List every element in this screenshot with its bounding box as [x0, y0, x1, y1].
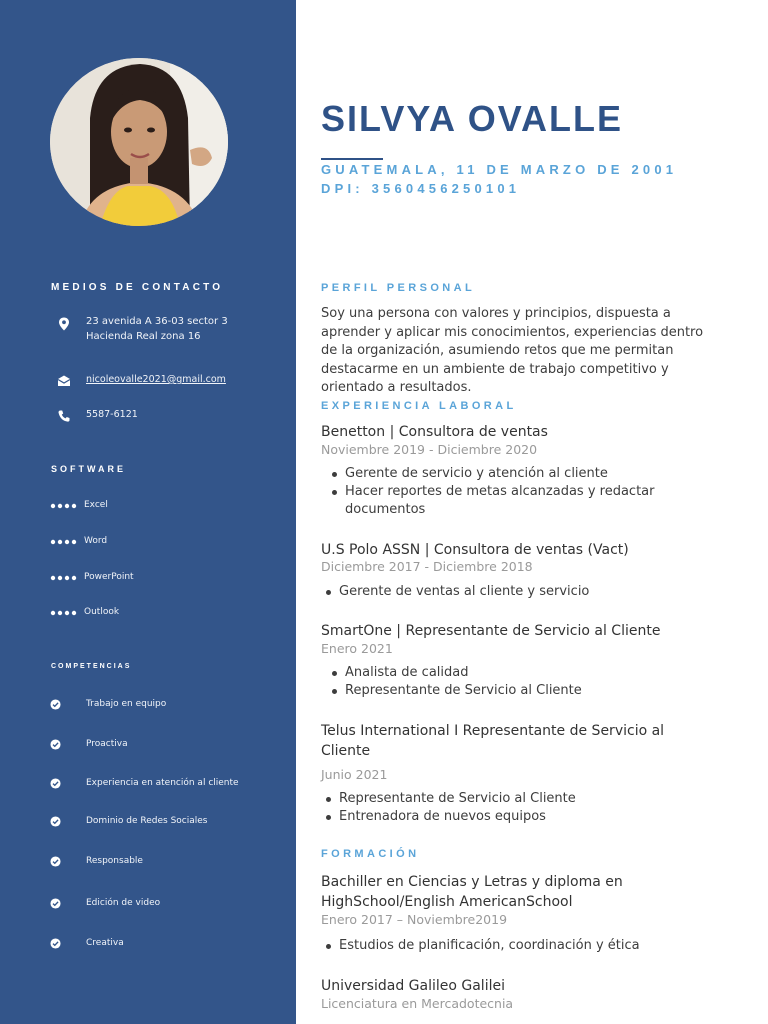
software-label: PowerPoint [84, 572, 134, 582]
competencia-label: Responsable [86, 856, 143, 866]
birth-info: GUATEMALA, 11 DE MARZO DE 2001 [321, 162, 678, 177]
dpi-info: DPI: 3560456250101 [321, 181, 521, 196]
job-date: Junio 2021 [321, 767, 388, 782]
rating-dots-icon [50, 574, 78, 582]
check-circle-icon [50, 816, 61, 827]
address-line-1: 23 avenida A 36-03 sector 3 [86, 316, 228, 327]
education-bullets [325, 937, 705, 955]
job-title: U.S Polo ASSN | Consultora de ventas (Vact) [321, 542, 629, 558]
check-circle-icon [50, 778, 61, 789]
list-item: Estudios de planificación, coordinación y ética [325, 937, 705, 955]
check-circle-icon [50, 938, 61, 949]
education-degree: Licenciatura en Mercadotecnia [321, 996, 514, 1011]
profile-photo-illustration [50, 58, 228, 226]
job-bullets [325, 583, 695, 601]
competencia-label: Proactiva [86, 739, 128, 749]
competencia-label: Edición de video [86, 898, 161, 908]
list-item: Hacer reportes de metas alcanzadas y redactar documentos [331, 483, 701, 519]
list-item: Representante de Servicio al Cliente [325, 790, 695, 808]
location-pin-icon [57, 316, 71, 330]
job-title: Telus International I Representante de Servicio al Cliente [321, 723, 665, 759]
job-title: Benetton | Consultora de ventas [321, 424, 548, 440]
competencia-label: Dominio de Redes Sociales [86, 816, 208, 826]
software-label: Word [84, 536, 108, 546]
competencia-label: Creativa [86, 938, 124, 948]
name-underline [321, 158, 383, 160]
software-label: Outlook [84, 607, 120, 617]
list-item: Analista de calidad [331, 664, 701, 682]
profile-heading: PERFIL PERSONAL [321, 282, 476, 294]
list-item: Gerente de ventas al cliente y servicio [325, 583, 695, 601]
education-title: Bachiller en Ciencias y Letras y diploma en HighSchool/English AmericanSchool [321, 874, 623, 910]
education-heading: FORMACIÓN [321, 848, 420, 860]
profile-text: Soy una persona con valores y principios, dispuesta a aprender y aplicar mis conocimientos, experiencias dentro de la organización, asumiendo retos que me permitan destacarme en un ambiente de trabajo competitivo y orientado a resultados. [321, 306, 704, 395]
list-item: Representante de Servicio al Cliente [331, 682, 701, 700]
sidebar [0, 0, 296, 1024]
email-row [86, 372, 226, 387]
competencia-label: Experiencia en atención al cliente [86, 778, 239, 788]
competencias-heading: COMPETENCIAS [51, 663, 132, 670]
job-date: Enero 2021 [321, 641, 393, 656]
education-date: Enero 2017 – Noviembre2019 [321, 912, 508, 927]
list-item: Gerente de servicio y atención al cliente [331, 465, 701, 483]
job-bullets [325, 790, 695, 826]
rating-dots-icon [50, 609, 78, 617]
rating-dots-icon [50, 538, 78, 546]
profile-photo [50, 58, 228, 226]
check-circle-icon [50, 739, 61, 750]
phone-number: 5587-6121 [86, 409, 138, 420]
rating-dots-icon [50, 502, 78, 510]
phone-icon [57, 408, 71, 422]
contact-heading: MEDIOS DE CONTACTO [51, 282, 224, 293]
software-label: Excel [84, 500, 108, 510]
candidate-name: SILVYA OVALLE [321, 98, 624, 139]
check-circle-icon [50, 699, 61, 710]
competencia-label: Trabajo en equipo [86, 699, 167, 709]
check-circle-icon [50, 856, 61, 867]
job-date: Noviembre 2019 - Diciembre 2020 [321, 442, 538, 457]
experience-heading: EXPERIENCIA LABORAL [321, 400, 517, 412]
envelope-icon [57, 373, 71, 387]
address [86, 314, 228, 344]
email-link[interactable]: nicoleovalle2021@gmail.com [86, 374, 226, 385]
list-item: Entrenadora de nuevos equipos [325, 808, 695, 826]
software-heading: SOFTWARE [51, 464, 126, 474]
job-bullets [331, 465, 701, 519]
job-title: SmartOne | Representante de Servicio al Cliente [321, 623, 661, 639]
check-circle-icon [50, 898, 61, 909]
address-line-2: Hacienda Real zona 16 [86, 331, 201, 342]
education-title: Universidad Galileo Galilei [321, 978, 505, 994]
job-date: Diciembre 2017 - Diciembre 2018 [321, 559, 533, 574]
job-bullets [331, 664, 701, 700]
